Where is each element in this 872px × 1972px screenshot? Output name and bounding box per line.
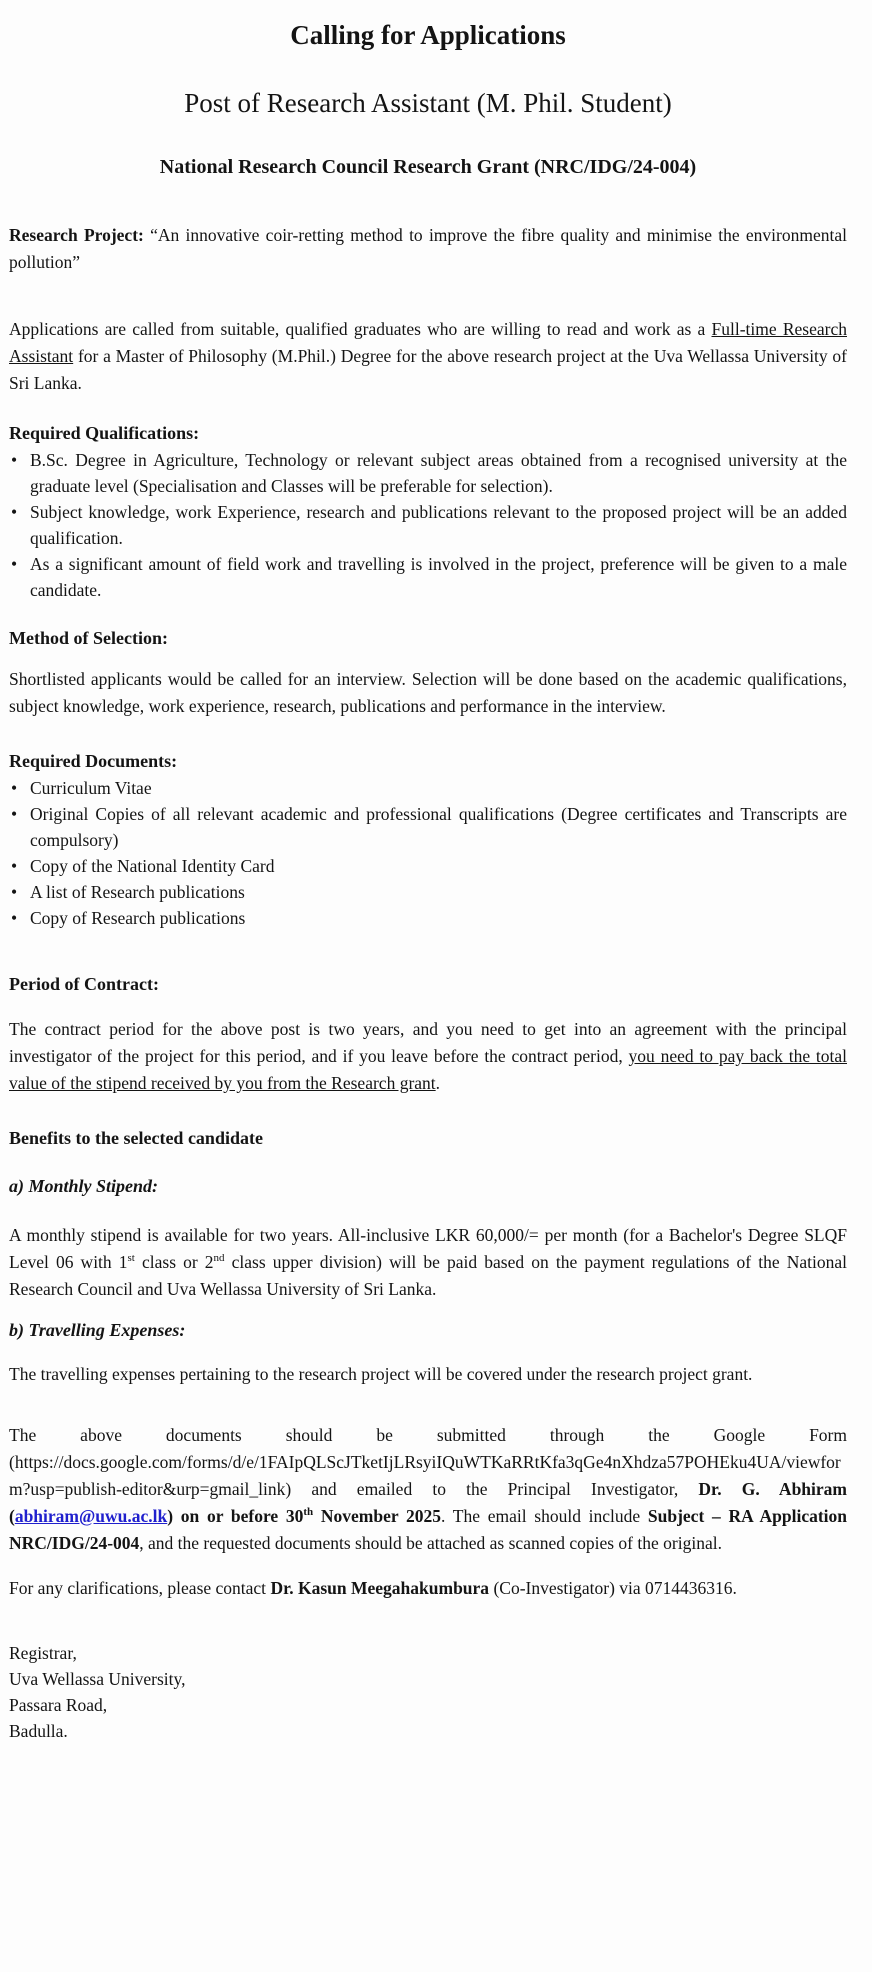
research-project-label: Research Project:	[9, 225, 144, 245]
document-item: • Original Copies of all relevant academic and professional qualifications (Degree certificates and Transcripts are compulsory)	[9, 801, 847, 853]
monthly-stipend-paragraph	[9, 1222, 847, 1303]
contract-text-post: .	[435, 1073, 441, 1093]
required-qualifications-heading: Required Qualifications:	[9, 423, 200, 443]
monthly-stipend-heading: a) Monthly Stipend:	[9, 1176, 159, 1196]
co-investigator-name: Dr. Kasun Meegahakumbura	[270, 1578, 490, 1598]
document-item: • Copy of Research publications	[9, 905, 847, 931]
grant-title: National Research Council Research Grant (NRC/IDG/24-004)	[159, 156, 697, 178]
fulltime-ra-underlined: Full-time Research Assistant	[9, 319, 847, 366]
google-form-url: (https://docs.google.com/forms/d/e/1FAIpQLScJTketIjLRsyiIQuWTKaRRtKfa3qGe4nXhdza57POHEku4UA/viewform?usp=publish-editor&urp=gmail_link)	[9, 1452, 841, 1499]
signature-line-city: Badulla.	[9, 1721, 68, 1741]
superscript-th: th	[303, 1506, 314, 1519]
documents-list	[9, 775, 847, 931]
method-of-selection-heading: Method of Selection:	[9, 628, 168, 648]
signature-line-university: Uva Wellassa University,	[9, 1669, 186, 1689]
research-project-paragraph	[9, 222, 847, 276]
signature-line-registrar: Registrar,	[9, 1643, 77, 1663]
period-of-contract-heading: Period of Contract:	[9, 974, 159, 994]
submission-text-4: , and the requested documents should be attached as scanned copies of the original.	[139, 1533, 722, 1553]
benefits-heading: Benefits to the selected candidate	[9, 1128, 263, 1148]
post-title: Post of Research Assistant (M. Phil. Student)	[184, 88, 672, 118]
qualifications-list	[9, 447, 847, 603]
qualification-item: • B.Sc. Degree in Agriculture, Technology or relevant subject areas obtained from a recognised university at the graduate level (Specialisation and Classes will be preferable for selection).	[9, 447, 847, 499]
principal-investigator-name: Dr. G. Abhiram (	[9, 1479, 847, 1526]
email-subject-line: Subject – RA Application NRC/IDG/24-004	[9, 1506, 848, 1553]
email-link[interactable]: abhiram@uwu.ac.lk	[14, 1506, 168, 1526]
intro-text-pre: Applications are called from suitable, qualified graduates who are willing to read and work as a	[9, 319, 712, 339]
document-title: Calling for Applications	[290, 20, 566, 50]
intro-text-post: for a Master of Philosophy (M.Phil.) Degree for the above research project at the Uva Wellassa University of Sri Lanka.	[9, 346, 847, 393]
signature-line-road: Passara Road,	[9, 1695, 108, 1715]
deadline-text: ) on or before 30	[167, 1506, 304, 1526]
research-project-desc: “An innovative coir-retting method to improve the fibre quality and minimise the environmental pollution”	[9, 225, 847, 272]
superscript-nd: nd	[213, 1252, 225, 1265]
deadline-date: November 2025	[313, 1506, 442, 1526]
document-item: • Curriculum Vitae	[9, 775, 847, 801]
submission-text-2: and emailed to the Principal Investigator,	[291, 1479, 699, 1499]
submission-text-1: The above documents should be submitted through the Google Form	[9, 1425, 847, 1445]
superscript-st: st	[127, 1252, 135, 1265]
document-item: • A list of Research publications	[9, 879, 847, 905]
submission-paragraph	[9, 1422, 847, 1557]
travelling-expenses-heading: b) Travelling Expenses:	[9, 1320, 186, 1340]
method-of-selection-paragraph: Shortlisted applicants would be called for an interview. Selection will be done based on the academic qualifications, subject knowledge, work experience, research, publications and performance in the interview.	[9, 669, 847, 716]
travelling-expenses-paragraph: The travelling expenses pertaining to the research project will be covered under the research project grant.	[9, 1364, 753, 1384]
contract-text-pre: The contract period for the above post is two years, and you need to get into an agreement with the principal investigator of the project for this period, and if you leave before the contract period,	[9, 1019, 847, 1066]
period-of-contract-paragraph	[9, 1016, 847, 1097]
clarifications-text-2: (Co-Investigator) via 0714436316.	[489, 1578, 737, 1598]
qualification-item: • As a significant amount of field work and travelling is involved in the project, preference will be given to a male candidate.	[9, 551, 847, 603]
clarifications-paragraph	[9, 1575, 847, 1602]
intro-paragraph	[9, 316, 847, 397]
clarifications-text-1: For any clarifications, please contact	[9, 1578, 271, 1598]
stipend-text-2: class or 2	[134, 1252, 214, 1272]
required-documents-heading: Required Documents:	[9, 751, 178, 771]
stipend-text-1: A monthly stipend is available for two years. All-inclusive LKR 60,000/= per month (for a Bachelor's Degree SLQF Level 06 with 1	[9, 1225, 847, 1272]
stipend-text-3: class upper division) will be paid based on the payment regulations of the National Research Council and Uva Wellassa University of Sri Lanka.	[9, 1252, 847, 1299]
document-item: • Copy of the National Identity Card	[9, 853, 847, 879]
contract-payback-underlined: you need to pay back the total value of the stipend received by you from the Research grant	[9, 1046, 847, 1093]
qualification-item: • Subject knowledge, work Experience, research and publications relevant to the proposed project will be an added qualification.	[9, 499, 847, 551]
signature-block	[9, 1640, 847, 1744]
submission-text-3: . The email should include	[441, 1506, 648, 1526]
